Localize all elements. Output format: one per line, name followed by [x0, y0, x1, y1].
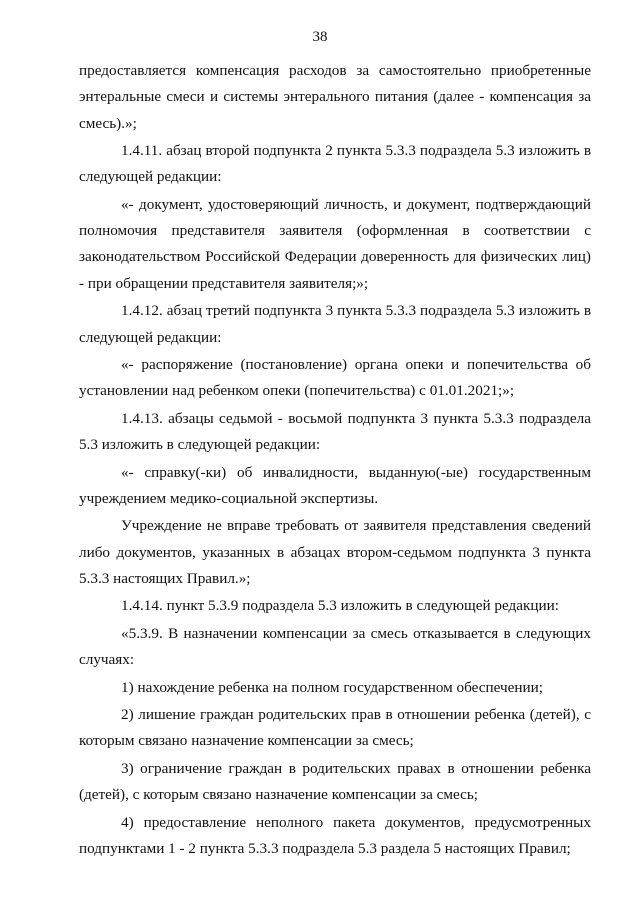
- list-item-refusal-1: 1) нахождение ребенка на полном государственном обеспечении;: [121, 678, 544, 696]
- paragraph-1-4-13: 1.4.13. абзацы седьмой - восьмой подпункта 3 пункта 5.3.3 подраздела 5.3 изложить в следующей редакции:: [79, 409, 591, 454]
- list-item-refusal-2: 2) лишение граждан родительских прав в отношении ребенка (детей), с которым связано назначение компенсации за смесь;: [79, 706, 591, 750]
- paragraph-continuation: предоставляется компенсация расходов за самостоятельно приобретенные энтеральные смеси и системы энтерального питания (далее - компенсация за смесь).»;: [79, 62, 591, 132]
- paragraph-quote-guardianship-order: «- распоряжение (постановление) органа опеки и попечительства об установлении над ребенком опеки (попечительства) с 01.01.2021;»;: [79, 356, 591, 400]
- paragraph-5-3-9: «5.3.9. В назначении компенсации за смесь отказывается в следующих случаях:: [79, 624, 591, 669]
- paragraph-1-4-12: 1.4.12. абзац третий подпункта 3 пункта 5.3.3 подраздела 5.3 изложить в следующей редакции:: [79, 302, 591, 346]
- paragraph-1-4-14: 1.4.14. пункт 5.3.9 подраздела 5.3 изложить в следующей редакции:: [121, 597, 559, 615]
- document-body: [79, 58, 591, 864]
- paragraph-1-4-11: 1.4.11. абзац второй подпункта 2 пункта 5.3.3 подраздела 5.3 изложить в следующей редакции:: [79, 142, 591, 186]
- paragraph-institution-restriction: Учреждение не вправе требовать от заявителя представления сведений либо документов, указанных в абзацах втором-седьмом подпункта 3 пункта 5.3.3 настоящих Правил.»;: [79, 517, 591, 587]
- list-item-refusal-3: 3) ограничение граждан в родительских правах в отношении ребенка (детей), с которым связано назначение компенсации за смесь;: [79, 759, 591, 804]
- paragraph-quote-disability-certificate: «- справку(-ки) об инвалидности, выданную(-ые) государственным учреждением медико-социальной экспертизы.: [79, 463, 591, 507]
- list-item-refusal-4: 4) предоставление неполного пакета документов, предусмотренных подпунктами 1 - 2 пункта 5.3.3 подраздела 5.3 раздела 5 настоящих Правил;: [79, 813, 591, 858]
- paragraph-quote-identity-document: «- документ, удостоверяющий личность, и документ, подтверждающий полномочия представителя заявителя (оформленная в соответствии с законодательством Российской Федерации доверенность для физических лиц) - при обращении представителя заявителя;»;: [79, 195, 591, 292]
- page-number: 38: [312, 29, 328, 45]
